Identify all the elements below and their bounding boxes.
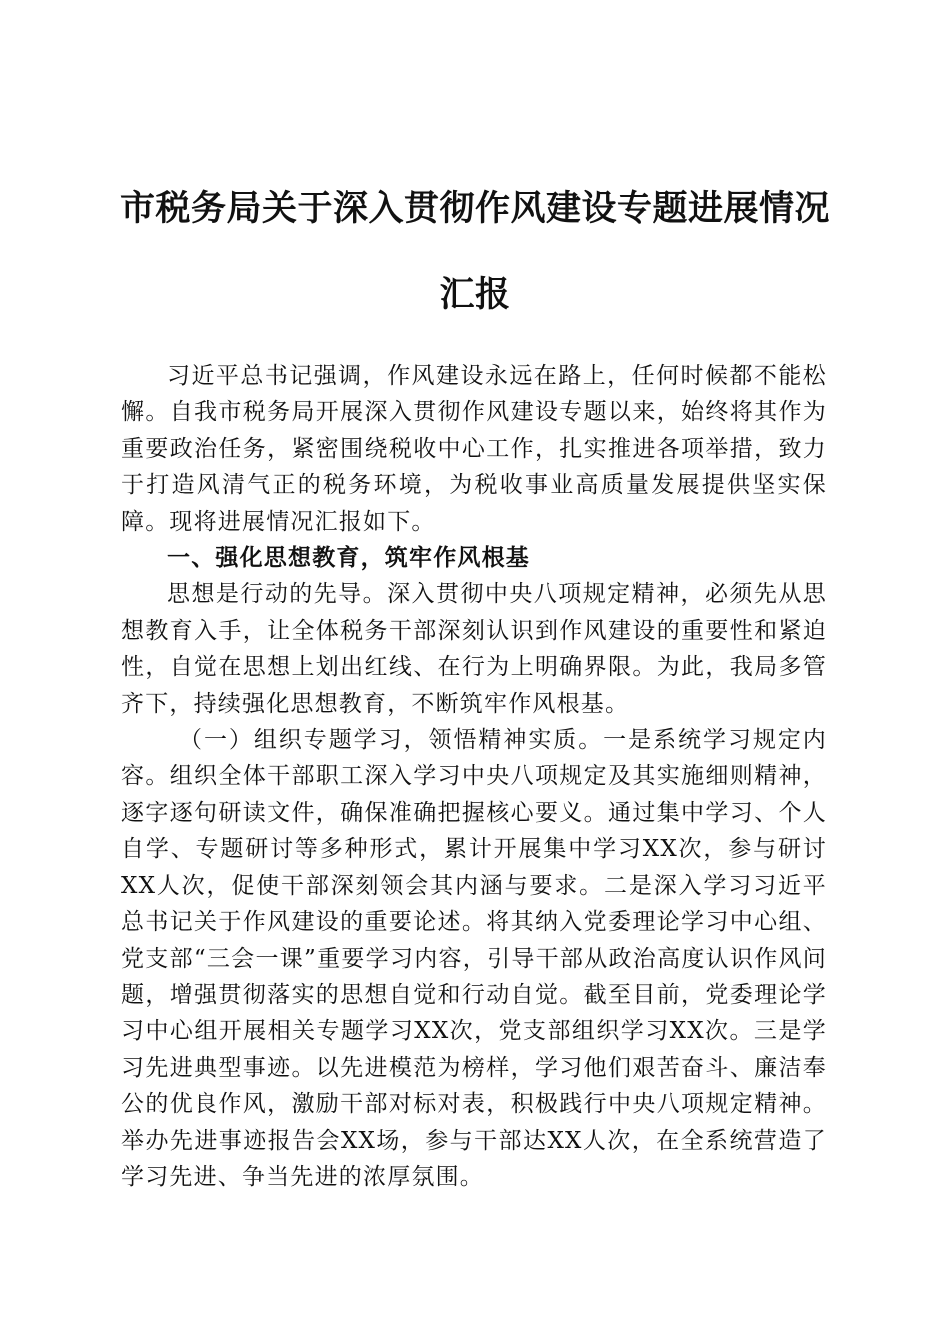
section-1-paragraph: 思想是行动的先导。深入贯彻中央八项规定精神，必须先从思想教育入手，让全体税务干部深刻认识到作风建设的重要性和紧迫性，自觉在思想上划出红线、在行为上明确界限。为此，我局多管齐下，持续强化思想教育，不断筑牢作风根基。 [121, 581, 827, 717]
subsection-1-paragraph: （一）组织专题学习，领悟精神实质。一是系统学习规定内容。组织全体干部职工深入学习中央八项规定及其实施细则精神，逐字逐句研读文件，确保准确把握核心要义。通过集中学习、个人自学、专题研讨等多种形式，累计开展集中学习XX次，参与研讨XX人次，促使干部深刻领会其内涵与要求。二是深入学习习近平总书记关于作风建设的重要论述。将其纳入党委理论学习中心组、党支部“三会一课”重要学习内容，引导干部从政治高度认识作风问题，增强贯彻落实的思想自觉和行动自觉。截至目前，党委理论学习中心组开展相关专题学习XX次，党支部组织学习XX次。三是学习先进典型事迹。以先进模范为榜样，学习他们艰苦奋斗、廉洁奉公的优良作风，激励干部对标对表，积极践行中央八项规定精神。举办先进事迹报告会XX场，参与干部达XX人次，在全系统营造了学习先进、争当先进的浓厚氛围。 [121, 727, 827, 1190]
section-1-heading: 一、强化思想教育，筑牢作风根基 [167, 544, 530, 572]
document-title [100, 166, 850, 338]
title-line-2: 汇报 [439, 274, 511, 315]
document-body [121, 358, 827, 1195]
intro-paragraph: 习近平总书记强调，作风建设永远在路上，任何时候都不能松懈。自我市税务局开展深入贯彻作风建设专题以来，始终将其作为重要政治任务，紧密围绕税收中心工作，扎实推进各项举措，致力于打造风清气正的税务环境，为税收事业高质量发展提供坚实保障。现将进展情况汇报如下。 [121, 363, 827, 535]
title-line-1: 市税务局关于深入贯彻作风建设专题进展情况 [119, 188, 830, 229]
